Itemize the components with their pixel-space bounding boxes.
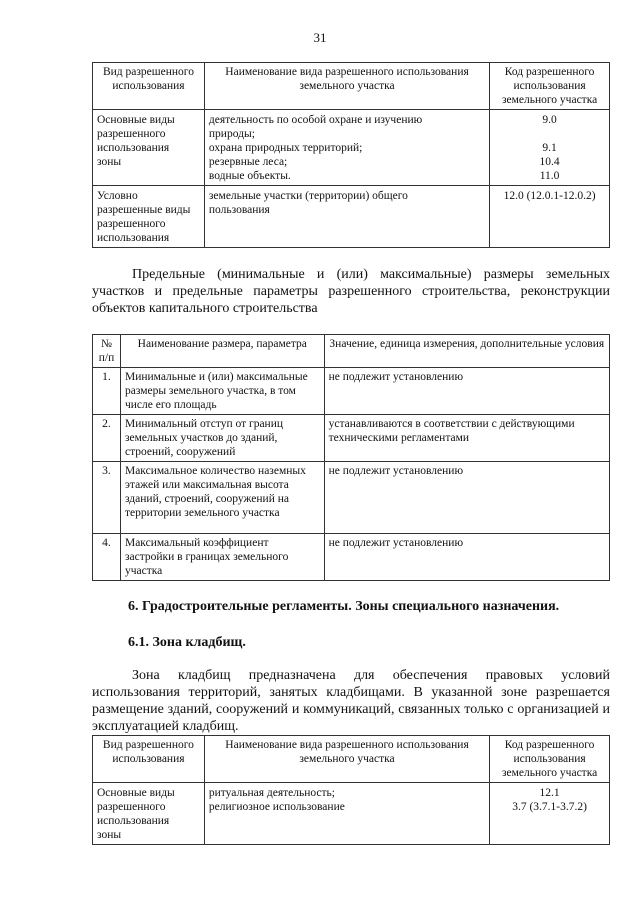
table-row [93,462,610,534]
parameter-value: не подлежит установлению [324,462,609,534]
parameter-name: Максимальное количество наземных этажей или максимальная высота зданий, строений, сооружений на территории земельного участка [120,462,324,534]
use-name-cell: ритуальная деятельность; религиозное использование [204,783,489,845]
limits-table [92,334,610,581]
use-type-cell: Основные виды разрешенного использования зоны [93,110,205,186]
subsection-heading: 6.1. Зона кладбищ. [128,635,246,650]
row-number: 2. [93,415,121,462]
header-use-name: Наименование вида разрешенного использования земельного участка [204,63,489,110]
row-number: 4. [93,534,121,581]
use-name-cell: деятельность по особой охране и изучению природы; охрана природных территорий; резервные леса; водные объекты. [204,110,489,186]
table-row [93,783,610,845]
row-number: 3. [93,462,121,534]
limits-paragraph: Предельные (минимальные и (или) максимальные) размеры земельных участков и предельные параметры разрешенного строительства, реконструкции объектов капитального строительства [92,267,610,316]
header-use-code: Код разрешенного использования земельного участка [490,63,610,110]
header-use-code: Код разрешенного использования земельного участка [490,736,610,783]
use-code-cell: 12.1 3.7 (3.7.1-3.7.2) [490,783,610,845]
header-use-type: Вид разрешенного использования [93,736,205,783]
parameter-value: устанавливаются в соответствии с действующими техническими регламентами [324,415,609,462]
parameter-value: не подлежит установлению [324,534,609,581]
header-number: № п/п [93,335,121,368]
permitted-use-table-1 [92,62,610,248]
use-code-cell: 12.0 (12.0.1-12.0.2) [490,186,610,248]
parameter-name: Максимальный коэффициент застройки в границах земельного участка [120,534,324,581]
table-row [93,534,610,581]
header-parameter: Наименование размера, параметра [120,335,324,368]
use-name-cell: земельные участки (территории) общего пользования [204,186,489,248]
use-type-cell: Условно разрешенные виды разрешенного использования [93,186,205,248]
table-row [93,368,610,415]
section-heading: 6. Градостроительные регламенты. Зоны специального назначения. [128,599,560,614]
header-value: Значение, единица измерения, дополнительные условия [324,335,609,368]
cemetery-zone-paragraph: Зона кладбищ предназначена для обеспечения правовых условий использования территорий, занятых кладбищами. В указанной зоне разрешается размещение зданий, сооружений и коммуникаций, связанных только с организацией и эксплуатацией кладбищ. [92,668,610,734]
table-row [93,186,610,248]
use-code-cell: 9.0 9.1 10.4 11.0 [490,110,610,186]
parameter-value: не подлежит установлению [324,368,609,415]
header-use-type: Вид разрешенного использования [93,63,205,110]
permitted-use-table-cemetery [92,735,610,845]
table-row [93,110,610,186]
header-use-name: Наименование вида разрешенного использования земельного участка [204,736,489,783]
page-number: 31 [313,30,327,45]
use-type-cell: Основные виды разрешенного использования зоны [93,783,205,845]
parameter-name: Минимальный отступ от границ земельных участков до зданий, строений, сооружений [120,415,324,462]
parameter-name: Минимальные и (или) максимальные размеры земельного участка, в том числе его площадь [120,368,324,415]
table-row [93,415,610,462]
row-number: 1. [93,368,121,415]
